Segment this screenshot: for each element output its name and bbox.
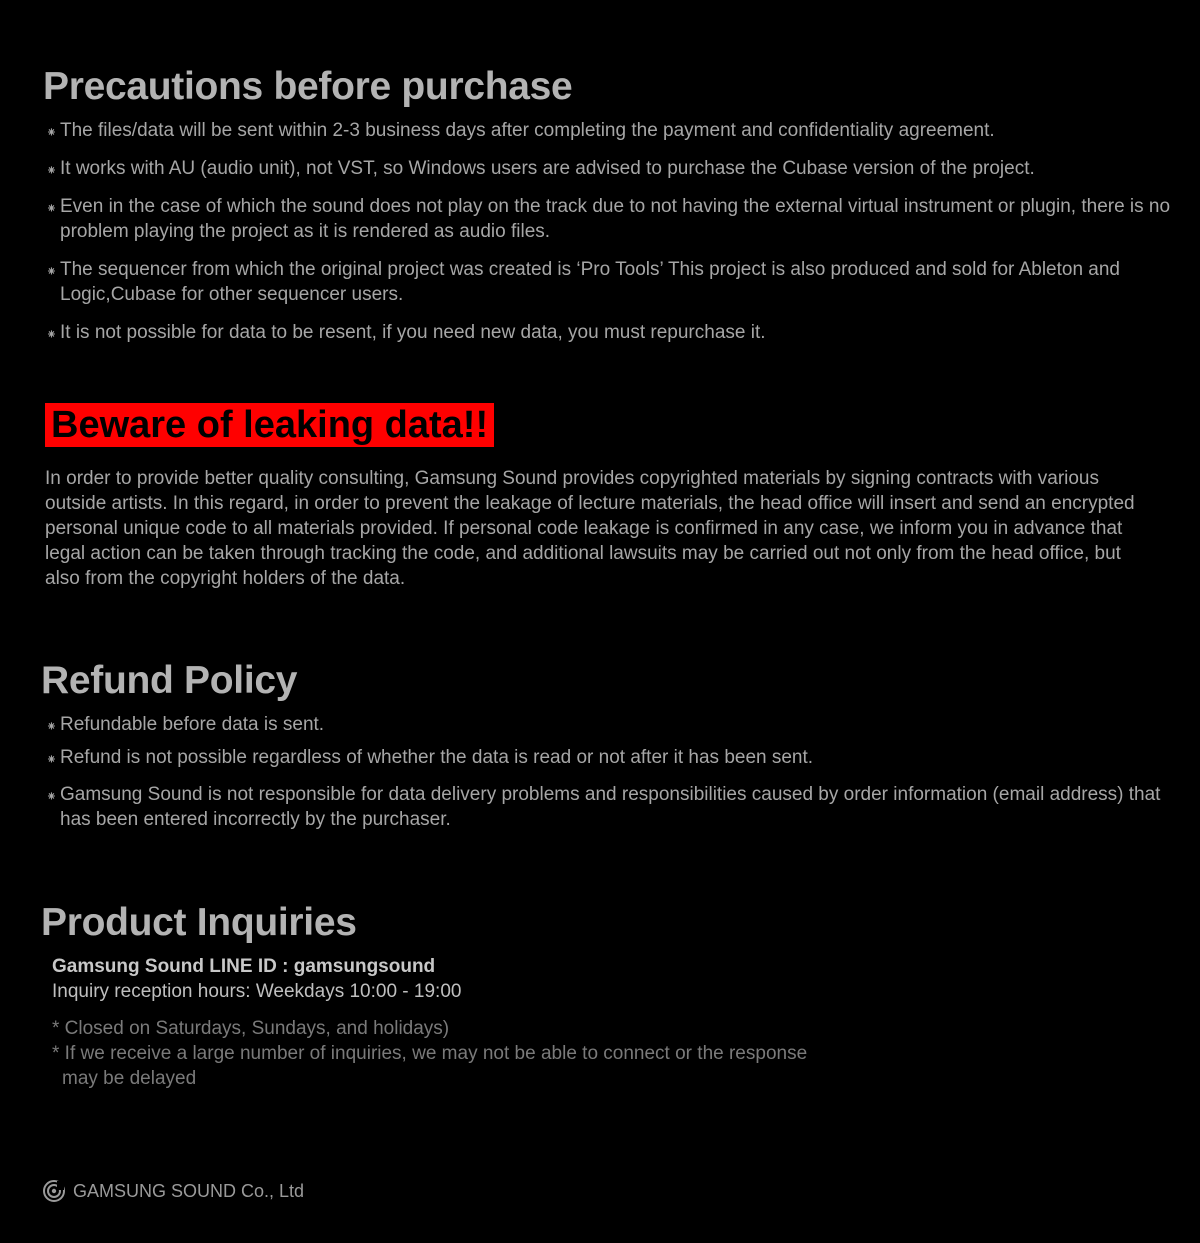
list-item [46,745,1180,770]
bullet-icon: ⁕ [46,201,57,216]
note-item: * If we receive a large number of inquiries, we may not be able to connect or the response may be delayed [52,1043,808,1089]
precaution-text: It is not possible for data to be resent, if you need new data, you must repurchase it. [60,322,766,343]
list-item [46,320,1180,345]
company-name: GAMSUNG SOUND Co., Ltd [73,1180,305,1201]
bullet-icon: ⁕ [46,789,57,804]
precaution-text: Even in the case of which the sound does not play on the track due to not having the external virtual instrument or plugin, there is no problem playing the project as it is rendered as audio files. [60,196,1171,242]
line-id-text: Gamsung Sound LINE ID : gamsungsound [52,956,436,977]
precaution-text: It works with AU (audio unit), not VST, so Windows users are advised to purchase the Cubase version of the project. [60,158,1035,179]
footer [43,1179,304,1203]
precaution-text: The sequencer from which the original project was created is ‘Pro Tools’ This project is also produced and sold for Ableton and Logic,Cubase for other sequencer users. [60,259,1121,305]
bullet-icon: ⁕ [46,327,57,342]
reception-hours: Inquiry reception hours: Weekdays 10:00 - 19:00 [52,981,462,1002]
bullet-icon: ⁕ [46,125,57,140]
list-item [46,118,1180,143]
bullet-icon: ⁕ [46,719,57,734]
refund-list [46,712,1180,832]
refund-text: Gamsung Sound is not responsible for data delivery problems and responsibilities caused by order information (email address) that has been entered incorrectly by the purchaser. [60,784,1161,830]
precautions-heading: Precautions before purchase [43,65,573,108]
bullet-icon: ⁕ [46,163,57,178]
refund-text: Refundable before data is sent. [60,714,325,735]
list-item [46,782,1180,832]
warning-highlight [45,403,494,447]
note-item: * Closed on Saturdays, Sundays, and holidays) [52,1018,450,1039]
contact-info [52,954,461,1004]
precaution-text: The files/data will be sent within 2-3 business days after completing the payment and confidentiality agreement. [60,120,995,141]
list-item [46,156,1180,181]
list-item [46,194,1180,244]
inquiries-heading: Product Inquiries [41,901,357,944]
bullet-icon: ⁕ [46,264,57,279]
gamsung-logo-icon [43,1180,65,1202]
warning-paragraph: In order to provide better quality consulting, Gamsung Sound provides copyrighted materials by signing contracts with various outside artists. In this regard, in order to prevent the leakage of lecture materials, the head office will insert and send an encrypted personal unique code to all materials provided. If personal code leakage is confirmed in any case, we inform you in advance that legal action can be taken through tracking the code, and additional lawsuits may be carried out not only from the head office, but also from the copyright holders of the data. [45,468,1135,589]
bullet-icon: ⁕ [46,752,57,767]
refund-text: Refund is not possible regardless of whether the data is read or not after it has been sent. [60,747,814,768]
warning-heading: Beware of leaking data!! [51,404,489,446]
inquiry-notes [52,1016,812,1091]
list-item [46,257,1180,307]
precautions-list [46,118,1180,345]
refund-heading: Refund Policy [41,659,298,702]
list-item [46,712,1180,737]
